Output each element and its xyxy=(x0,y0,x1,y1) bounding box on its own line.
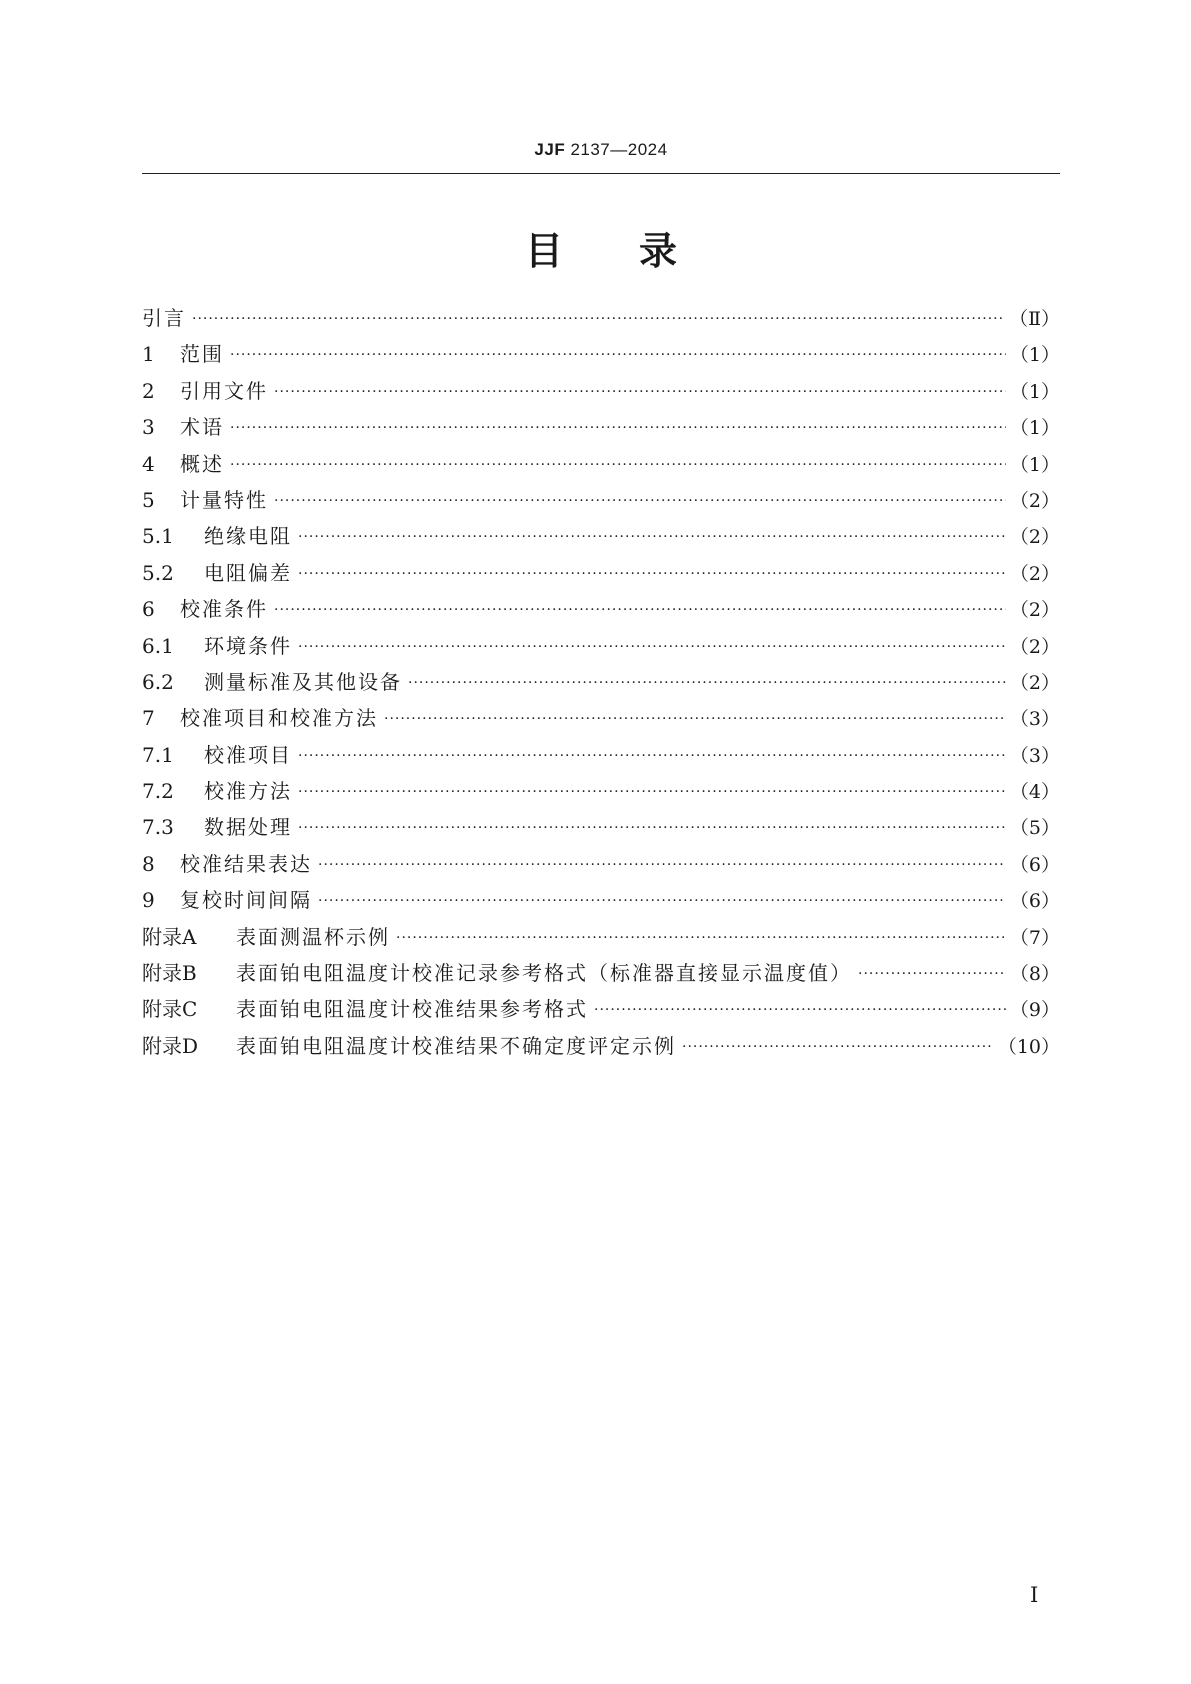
toc-entry-number: 附录B xyxy=(142,961,197,986)
toc-entry-number: 7.3 xyxy=(142,815,174,840)
toc-dot-leader xyxy=(858,966,1006,982)
toc-entry-page: （4） xyxy=(1009,781,1060,804)
document-code-prefix: JJF xyxy=(534,140,566,159)
toc-entry-number: 附录D xyxy=(142,1033,199,1058)
toc-entry[interactable] xyxy=(142,739,1060,775)
toc-entry-page: （1） xyxy=(1009,344,1060,367)
toc-entry[interactable] xyxy=(142,338,1060,374)
toc-entry-page: （2） xyxy=(1009,599,1060,622)
toc-dot-leader xyxy=(298,566,1006,582)
header-divider xyxy=(142,173,1060,174)
toc-entry[interactable] xyxy=(142,957,1060,993)
toc-entry[interactable] xyxy=(142,557,1060,593)
table-of-contents xyxy=(142,302,1060,1066)
toc-entry-label: 术语 xyxy=(180,415,224,440)
toc-entry-label: 校准结果表达 xyxy=(180,851,312,876)
toc-entry[interactable] xyxy=(142,993,1060,1029)
toc-entry-number: 1 xyxy=(142,342,155,367)
toc-dot-leader xyxy=(230,457,1006,473)
toc-entry-page: （8） xyxy=(1009,963,1060,986)
toc-entry-page: （1） xyxy=(1009,380,1060,403)
toc-entry-number: 6 xyxy=(142,597,155,622)
toc-entry[interactable] xyxy=(142,448,1060,484)
toc-entry[interactable] xyxy=(142,811,1060,847)
toc-entry-page: （2） xyxy=(1009,489,1060,512)
toc-dot-leader xyxy=(298,529,1006,545)
toc-entry-label: 引言 xyxy=(142,306,186,330)
toc-dot-leader xyxy=(298,639,1006,655)
toc-entry-page: （3） xyxy=(1009,708,1060,731)
toc-entry-label: 数据处理 xyxy=(204,815,292,840)
toc-entry[interactable] xyxy=(142,921,1060,957)
toc-dot-leader xyxy=(274,602,1006,618)
document-code-header xyxy=(142,140,1060,160)
toc-entry-number: 4 xyxy=(142,451,155,476)
toc-dot-leader xyxy=(384,711,1006,727)
toc-entry[interactable] xyxy=(142,375,1060,411)
toc-entry-label: 电阻偏差 xyxy=(204,560,292,585)
toc-entry-number: 8 xyxy=(142,851,155,876)
toc-dot-leader xyxy=(396,930,1006,946)
toc-entry-number: 6.1 xyxy=(142,633,174,658)
toc-entry-page: （6） xyxy=(1009,890,1060,913)
toc-entry-page: （2） xyxy=(1009,526,1060,549)
toc-entry-label: 表面铂电阻温度计校准记录参考格式（标准器直接显示温度值） xyxy=(236,961,852,986)
toc-entry-page: （7） xyxy=(1009,926,1060,949)
toc-entry-label: 复校时间间隔 xyxy=(180,888,312,913)
toc-entry-label: 表面铂电阻温度计校准结果参考格式 xyxy=(236,997,588,1022)
toc-entry[interactable] xyxy=(142,411,1060,447)
toc-dot-leader xyxy=(230,347,1006,363)
toc-entry-number: 5.1 xyxy=(142,524,174,549)
toc-entry-label: 校准方法 xyxy=(204,779,292,804)
toc-entry[interactable] xyxy=(142,775,1060,811)
toc-dot-leader xyxy=(408,675,1006,691)
toc-entry-page: （3） xyxy=(1009,744,1060,767)
toc-entry[interactable] xyxy=(142,630,1060,666)
toc-entry-label: 校准项目和校准方法 xyxy=(180,706,378,731)
toc-entry[interactable] xyxy=(142,593,1060,629)
toc-entry-page: （9） xyxy=(1009,999,1060,1022)
toc-entry[interactable] xyxy=(142,484,1060,520)
toc-entry-label: 环境条件 xyxy=(204,633,292,658)
toc-dot-leader xyxy=(192,311,1005,327)
toc-entry-label: 范围 xyxy=(180,342,224,367)
toc-entry-label: 校准条件 xyxy=(180,597,268,622)
toc-entry-number: 3 xyxy=(142,415,155,440)
toc-entry-label: 概述 xyxy=(180,451,224,476)
toc-entry-label: 测量标准及其他设备 xyxy=(204,669,402,694)
toc-entry-page: （2） xyxy=(1009,635,1060,658)
toc-entry-number: 9 xyxy=(142,888,155,913)
toc-entry-number: 附录A xyxy=(142,924,197,949)
toc-entry-label: 校准项目 xyxy=(204,742,292,767)
toc-dot-leader xyxy=(594,1002,1006,1018)
toc-dot-leader xyxy=(274,493,1006,509)
toc-entry[interactable] xyxy=(142,302,1060,338)
toc-dot-leader xyxy=(230,420,1006,436)
toc-entry-page: （2） xyxy=(1009,562,1060,585)
toc-dot-leader xyxy=(274,384,1006,400)
toc-entry-label: 表面测温杯示例 xyxy=(236,924,390,949)
toc-dot-leader xyxy=(298,784,1006,800)
toc-entry-page: （6） xyxy=(1009,853,1060,876)
toc-entry-number: 7.1 xyxy=(142,742,174,767)
toc-dot-leader xyxy=(682,1039,994,1055)
toc-entry-number: 7 xyxy=(142,706,155,731)
toc-entry[interactable] xyxy=(142,884,1060,920)
toc-entry-number: 5 xyxy=(142,487,155,512)
toc-entry-number: 附录C xyxy=(142,997,198,1022)
toc-entry-label: 绝缘电阻 xyxy=(204,524,292,549)
toc-entry-page: （10） xyxy=(997,1035,1060,1058)
toc-dot-leader xyxy=(318,857,1006,873)
toc-entry-label: 引用文件 xyxy=(180,378,268,403)
toc-entry[interactable] xyxy=(142,1030,1060,1066)
toc-entry-page: （Ⅱ） xyxy=(1009,308,1060,330)
toc-entry[interactable] xyxy=(142,702,1060,738)
toc-entry-page: （1） xyxy=(1009,453,1060,476)
toc-entry-number: 6.2 xyxy=(142,669,174,694)
toc-entry-page: （1） xyxy=(1009,417,1060,440)
toc-dot-leader xyxy=(298,748,1006,764)
toc-dot-leader xyxy=(318,893,1006,909)
toc-entry-page: （5） xyxy=(1009,817,1060,840)
document-code-number: 2137—2024 xyxy=(570,140,668,159)
toc-entry-label: 表面铂电阻温度计校准结果不确定度评定示例 xyxy=(236,1033,676,1058)
toc-entry[interactable] xyxy=(142,520,1060,556)
page-number: Ⅰ xyxy=(1030,1583,1039,1607)
toc-entry[interactable] xyxy=(142,666,1060,702)
toc-entry-number: 2 xyxy=(142,378,155,403)
page-title: 目录 xyxy=(524,229,753,273)
toc-entry[interactable] xyxy=(142,848,1060,884)
toc-entry-number: 5.2 xyxy=(142,560,174,585)
toc-entry-number: 7.2 xyxy=(142,779,174,804)
toc-entry-label: 计量特性 xyxy=(180,487,268,512)
toc-dot-leader xyxy=(298,820,1006,836)
toc-entry-page: （2） xyxy=(1009,671,1060,694)
